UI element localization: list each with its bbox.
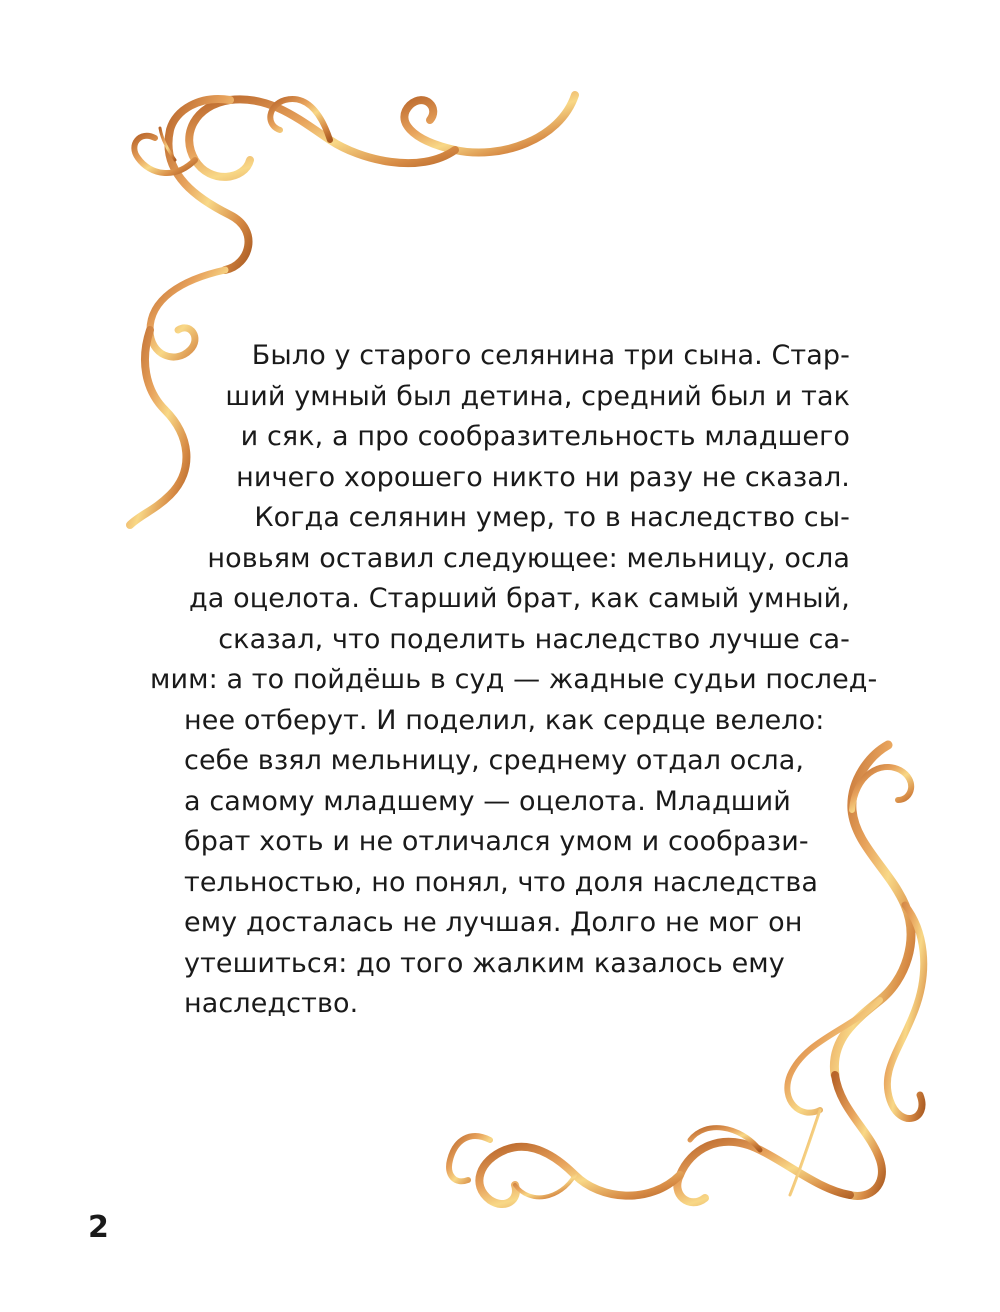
story-line: брат хоть и не отличался умом и сообрази- (184, 826, 809, 857)
story-line: сказал, что поделить наследство лучше са- (218, 623, 850, 655)
story-line: наследство. (184, 988, 359, 1019)
page-number: 2 (88, 1210, 109, 1245)
story-line: мим: а то пойдёшь в суд — жадные судьи послед- (150, 664, 878, 695)
story-line: да оцелота. Старший брат, как самый умный, (189, 583, 850, 614)
story-text (150, 336, 878, 1025)
story-line: тельностью, но понял, что доля наследства (184, 866, 819, 898)
story-line: а самому младшему — оцелота. Младший (184, 785, 791, 817)
story-line: ему досталась не лучшая. Долго не мог он (184, 907, 803, 938)
story-line: ший умный был детина, средний был и так (225, 380, 850, 412)
story-line: Когда селянин умер, то в наследство сы- (254, 502, 850, 533)
story-line: нее отберут. И поделил, как сердце велело: (184, 704, 825, 736)
story-line: утешиться: до того жалким казалось ему (184, 947, 785, 979)
story-line: новьям оставил следующее: мельницу, осла (207, 542, 850, 574)
story-line: Было у старого селянина три сына. Стар- (251, 340, 850, 371)
story-line: себе взял мельницу, среднему отдал осла, (184, 745, 805, 776)
story-line: ничего хорошего никто ни разу не сказал. (236, 461, 850, 493)
story-line: и сяк, а про сообразительность младшего (240, 421, 850, 452)
